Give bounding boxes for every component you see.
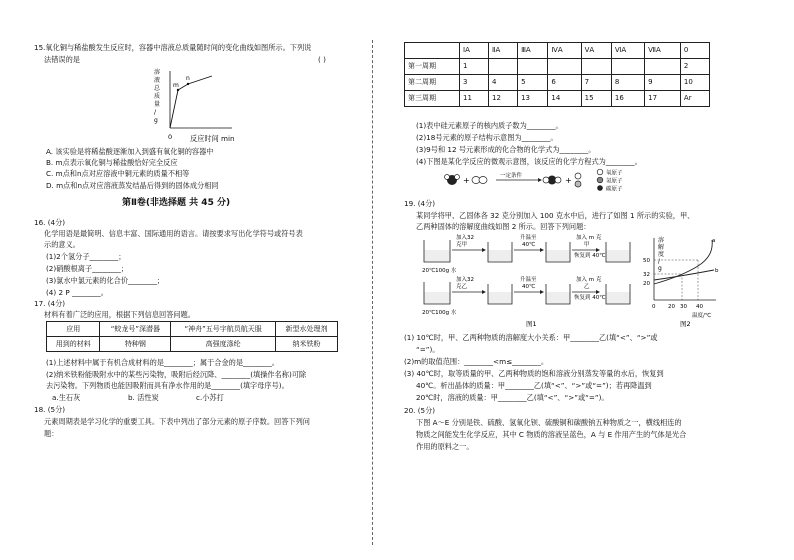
q15-label-m: m [173, 82, 179, 89]
table-cell: 纳米铁粉 [276, 337, 338, 352]
axis-label-char: g [154, 117, 158, 124]
q18-intro: 元素周期表是学习化学的重要工具。下表中列出了部分元素的原子序数。回答下列问 [44, 417, 310, 426]
table-cell: 第一周期 [405, 59, 460, 75]
table-cell [518, 59, 548, 75]
table-cell: 10 [680, 75, 709, 91]
table-cell: 高强度涤纶 [171, 337, 276, 352]
svg-text:40℃: 40℃ [522, 242, 536, 248]
q20-intro-3: 作用的原料之一。 [416, 442, 474, 451]
table-cell: 用到的材料 [47, 337, 100, 352]
q15-origin: 0 [168, 133, 173, 141]
q18-heading: 18. (5分) [34, 405, 66, 414]
q15-stem: 15.氧化铜与稀盐酸发生反应时，容器中溶液总质量随时间的变化曲线如图所示。下列说 [34, 43, 312, 52]
x-tick: 0 [652, 304, 656, 310]
table-cell: ⅣA [548, 43, 581, 59]
q19-q2: (2)m的取值范围：________<m≤________。 [404, 357, 549, 366]
table-cell: 11 [460, 91, 489, 107]
svg-text:碳原子: 碳原子 [606, 186, 623, 193]
q15-answer-paren: ( ) [318, 55, 326, 64]
table-cell [548, 59, 581, 75]
table-cell: 0 [680, 43, 709, 59]
x-tick: 40 [696, 304, 703, 310]
q20-intro: 下图 A～E 分别是铁、硫酸、氢氧化钡、硫酸铜和碳酸钠五种物质之一，横线相连的 [416, 418, 682, 427]
reaction-diagram [440, 168, 670, 194]
svg-text:氧原子: 氧原子 [606, 170, 623, 177]
axis-label-char: 总 [154, 85, 161, 92]
q17-materials-table [46, 321, 338, 352]
q19-figure-1 [416, 232, 642, 328]
q19-q3: (3) 40℃时，取等质量的甲、乙两种物质的饱和溶液分别蒸发等量的水后，恢复到 [404, 369, 664, 378]
q19-q1-cont: “=”)。 [416, 345, 440, 354]
reactant-molecules [445, 175, 488, 186]
table-cell: 2 [680, 59, 709, 75]
table-cell: 5 [518, 75, 548, 91]
q18-q3: (3)9号和 12 号元素形成的化合物的化学式为________。 [416, 145, 596, 154]
table-cell [645, 59, 681, 75]
q16-intro: 化学用语是最简明、信息丰富、国际通用的语言。请按要求写出化学符号或符号表 [44, 229, 303, 238]
q17-option-a: a.生石灰 [52, 393, 81, 402]
q16-intro-2: 示的意义。 [44, 240, 80, 249]
q18-q1: (1)表中硅元素原子的核内质子数为________。 [416, 121, 563, 130]
table-row [405, 43, 710, 59]
q15-label-n: n [186, 75, 190, 82]
svg-text:加入32: 加入32 [456, 235, 474, 241]
svg-text:克甲: 克甲 [456, 242, 468, 248]
table-row [405, 75, 710, 91]
beaker-row-yi [424, 275, 630, 304]
svg-text:40℃: 40℃ [522, 284, 536, 290]
curve-a-label: a [712, 238, 716, 244]
table-cell [489, 59, 518, 75]
table-cell [581, 59, 611, 75]
table-cell: 13 [518, 91, 548, 107]
table-cell: 15 [581, 91, 611, 107]
q19-q3-cont-2: 20℃时，溶液的质量：甲________乙(填“<”、“>”或“=”)。 [416, 393, 609, 402]
x-tick: 30 [680, 304, 687, 310]
q15-option-d: D. m点和n点对应溶液蒸发结晶后得到的固体成分相同 [46, 181, 219, 190]
y-tick: 32 [643, 272, 650, 278]
section-2-title: 第Ⅱ卷(非选择题 共 45 分) [122, 198, 231, 208]
axis-label-char: / [154, 109, 157, 116]
q17-q2: (2)纳米铁粉能吸附水中的某些污染物，吸附后经沉降、________(填操作名称)可除 [46, 370, 307, 379]
q16-heading: 16. (4分) [34, 218, 66, 227]
table-cell: ⅦA [645, 43, 681, 59]
table-cell: ⅤA [581, 43, 611, 59]
curve-b [654, 270, 714, 280]
q17-intro: 材料有着广泛的应用，根据下列信息回答问题。 [44, 310, 195, 319]
q17-q2-cont: 去污染物。下列物质也能因吸附而具有净水作用的是________(填字母序号)。 [46, 381, 289, 390]
q17-option-c: c.小苏打 [196, 393, 224, 402]
axis-label-char: 解 [658, 244, 665, 251]
table-cell: 12 [489, 91, 518, 107]
table-cell: “神舟”五号宇航员航天服 [171, 322, 276, 337]
table-row [47, 337, 338, 352]
svg-text:克乙: 克乙 [456, 284, 468, 290]
product-molecules [543, 173, 581, 187]
q15-option-a: A. 该实验是将稀盐酸逐渐加入到盛有氧化铜的容器中 [46, 147, 214, 156]
curve-b-label: b [715, 268, 719, 274]
q19-q1: (1) 10℃时，甲、乙两种物质的溶解度大小关系：甲________乙(填“<”、“>”或 [404, 333, 658, 342]
svg-text:恢复到 40℃: 恢复到 40℃ [574, 253, 606, 259]
svg-text:恢复到 40℃: 恢复到 40℃ [574, 295, 606, 301]
svg-text:升温至: 升温至 [520, 235, 537, 241]
q17-option-b: b. 活性炭 [128, 393, 159, 402]
q18-q4: (4)下图是某化学反应的微观示意图，该反应的化学方程式为________。 [416, 157, 642, 166]
svg-text:加入32: 加入32 [456, 277, 474, 283]
svg-text:甲: 甲 [584, 242, 590, 248]
table-row [47, 322, 338, 337]
q15-option-b: B. m点表示氧化铜与稀盐酸恰好完全反应 [46, 158, 178, 167]
q15-stem-2: 法错误的是 [44, 55, 80, 64]
q17-q1: (1)上述材料中属于有机合成材料的是________；属于合金的是________。 [46, 358, 279, 367]
axis-label-char: g [658, 265, 662, 272]
q19-intro: 某同学将甲、乙固体各 32 克分别加入 100 克水中后，进行了如图 1 所示的实验，甲、 [416, 211, 695, 220]
water-label-1: 20℃100g 水 [422, 268, 457, 274]
q15-point-n [187, 83, 189, 85]
q16-item-1: (1)2个氢分子________； [46, 252, 126, 261]
table-cell: ⅡA [489, 43, 518, 59]
q19-heading: 19. (4分) [404, 199, 436, 208]
svg-text:加入 m 克: 加入 m 克 [576, 277, 602, 283]
table-cell: ⅥA [611, 43, 644, 59]
table-cell: 特种钢 [100, 337, 171, 352]
table-cell: 第二周期 [405, 75, 460, 91]
svg-text:升温至: 升温至 [520, 277, 537, 283]
svg-text:+: + [565, 176, 572, 185]
fig2-y-label [658, 236, 664, 272]
beaker-row-jia [424, 233, 630, 262]
axis-label-char: 液 [154, 77, 161, 84]
table-cell: 4 [489, 75, 518, 91]
q18-q2: (2)18号元素的原子结构示意图为________。 [416, 133, 558, 142]
table-cell [405, 43, 460, 59]
table-cell: 7 [581, 75, 611, 91]
table-cell: 应用 [47, 322, 100, 337]
table-cell: 8 [611, 75, 644, 91]
figure-1-caption: 图1 [526, 320, 537, 328]
svg-text:乙: 乙 [584, 284, 590, 290]
table-cell: 6 [548, 75, 581, 91]
svg-text:氢原子: 氢原子 [606, 178, 623, 185]
svg-text:加入 m 克: 加入 m 克 [576, 235, 602, 241]
q16-item-4: (4) 2 P ________。 [46, 288, 108, 297]
table-cell: 17 [645, 91, 681, 107]
q19-q3-cont: 40℃。析出晶体的质量：甲________乙(填“<”、“>”或“=”)；若再降温到 [416, 381, 652, 390]
x-tick: 20 [668, 304, 675, 310]
fig2-x-label: 温度/℃ [692, 313, 712, 319]
table-cell: 3 [460, 75, 489, 91]
q15-option-c: C. m点和n点对应溶液中铜元素的质量不相等 [46, 169, 190, 178]
table-cell: 第三周期 [405, 91, 460, 107]
axis-label-char: 量 [154, 101, 161, 108]
table-cell: 1 [460, 59, 489, 75]
y-tick: 50 [643, 258, 650, 264]
q16-item-2: (2)硝酸根离子________； [46, 264, 129, 273]
table-cell: 9 [645, 75, 681, 91]
table-cell [611, 59, 644, 75]
table-cell: ⅢA [518, 43, 548, 59]
table-row [405, 59, 710, 75]
svg-text:+: + [463, 176, 470, 185]
table-cell: 14 [548, 91, 581, 107]
table-row [405, 91, 710, 107]
periodic-table [404, 42, 710, 107]
figure-2-caption: 图2 [680, 320, 691, 328]
q19-figure-2 [642, 232, 728, 328]
table-cell: ⅠA [460, 43, 489, 59]
arrow-label: 一定条件 [500, 173, 523, 179]
column-divider [372, 40, 373, 545]
q15-y-axis-label [154, 68, 160, 124]
table-cell: 新型水处理剂 [276, 322, 338, 337]
q15-x-label: 反应时间 min [190, 134, 235, 143]
axis-label-char: 度 [658, 251, 665, 258]
q19-intro-2: 乙两种固体的溶解度曲线如图 2 所示。回答下列问题： [416, 222, 591, 231]
q20-heading: 20. (5分) [404, 406, 436, 415]
axis-label-char: 质 [154, 93, 161, 100]
table-cell: Ar [680, 91, 709, 107]
table-cell: 16 [611, 91, 644, 107]
table-cell: “蛟龙号”深潜器 [100, 322, 171, 337]
y-tick: 20 [643, 281, 650, 287]
legend [597, 169, 623, 193]
q18-intro-2: 题： [44, 429, 59, 438]
water-label-2: 20℃100g 水 [422, 310, 457, 316]
q20-intro-2: 物质之间能发生化学反应，其中 C 物质的溶液呈蓝色，A 与 E 作用产生的气体是光合 [416, 430, 687, 439]
axis-label-char: / [658, 258, 661, 265]
q16-item-3: (3)氯水中氯元素的化合价________； [46, 276, 164, 285]
axis-label-char: 溶 [154, 69, 161, 76]
q15-point-m [177, 89, 179, 91]
q17-heading: 17. (4分) [34, 299, 66, 308]
axis-label-char: 溶 [658, 237, 665, 244]
